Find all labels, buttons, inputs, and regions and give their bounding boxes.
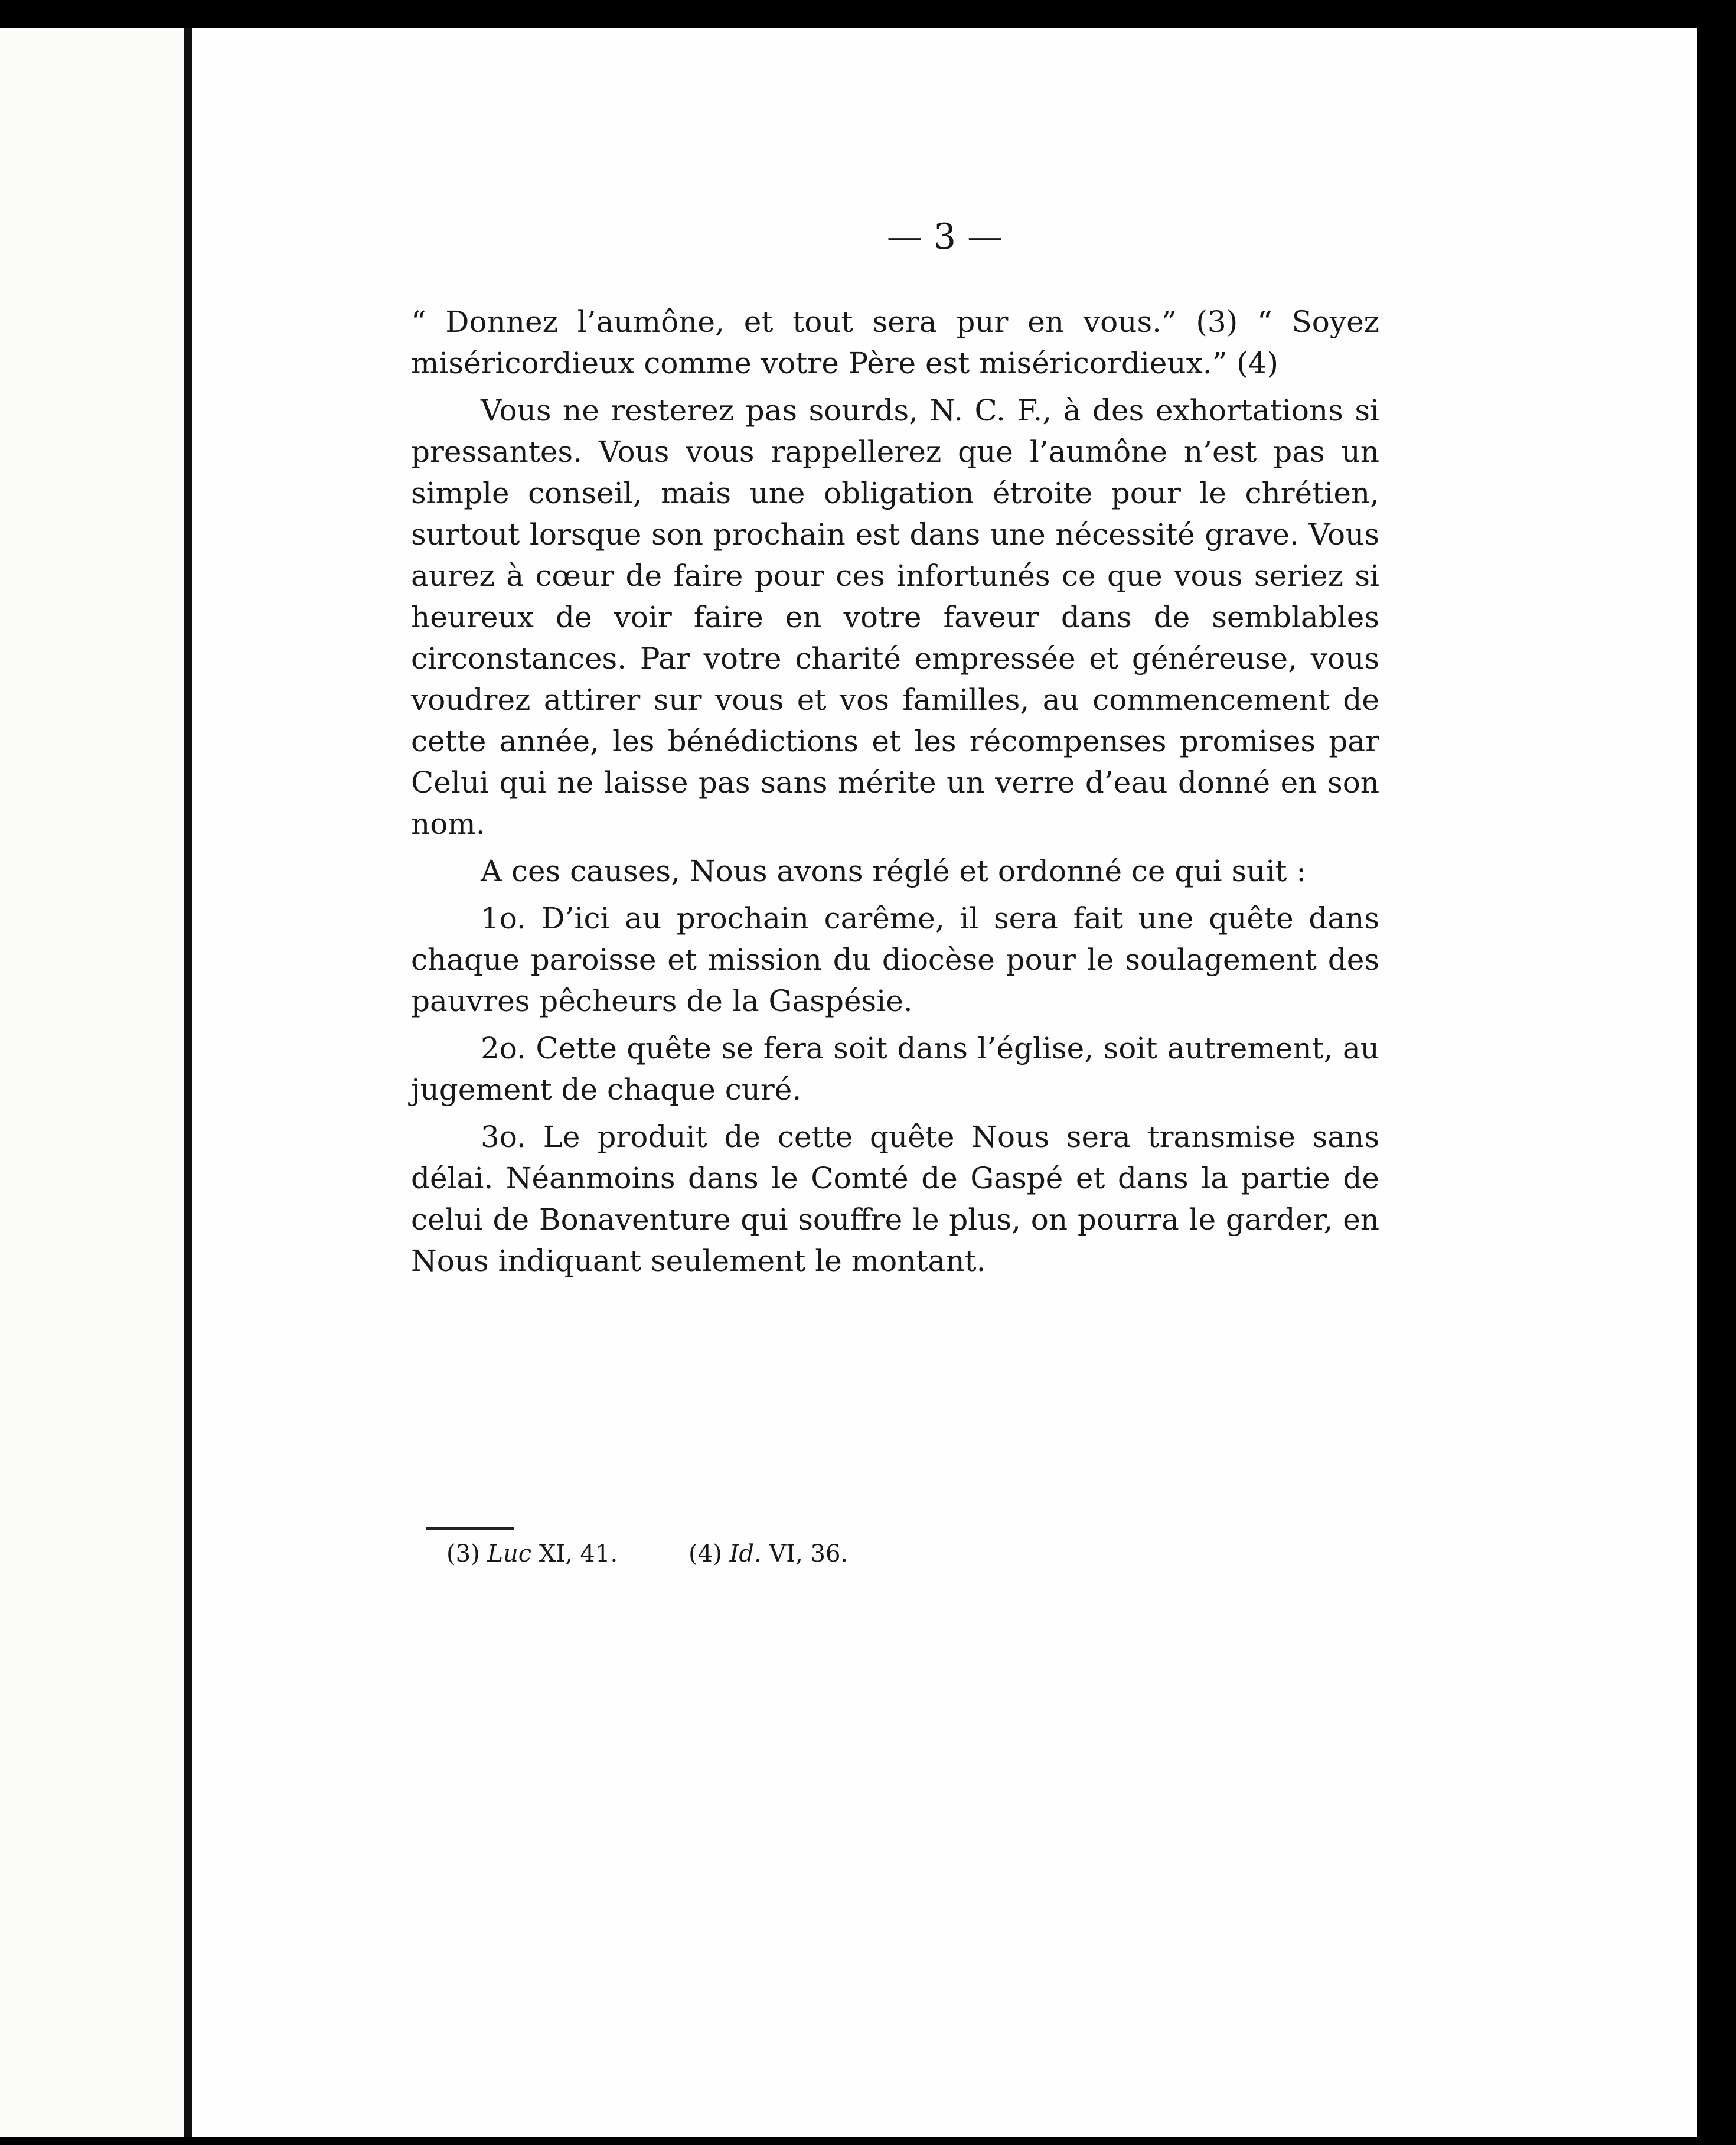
footnote-rule [426, 1527, 514, 1530]
paragraph-quotes: “ Donnez l’aumône, et tout sera pur en vous.” (3) “ Soyez miséricordieux comme votre Père est miséricordieux.” (4) [411, 305, 1379, 380]
facing-page-edge [0, 28, 184, 2137]
footnote-location: VI, 36. [769, 1540, 849, 1567]
paragraph-article-1: 1o. D’ici au prochain carême, il sera fait une quête dans chaque paroisse et mission du diocèse pour le soulagement des pauvres pêcheurs de la Gaspésie. [411, 901, 1379, 1018]
footnote-number: (3) [446, 1540, 480, 1567]
scan-border [1697, 0, 1736, 2145]
paragraph-causes: A ces causes, Nous avons réglé et ordonné ce qui suit : [481, 854, 1307, 888]
footnote-location: XI, 41. [539, 1540, 618, 1567]
footnote-reference: Id. [729, 1540, 762, 1567]
page-gutter [184, 28, 192, 2137]
footnote-3 [446, 1540, 618, 1567]
page-number: — 3 — [886, 216, 1003, 257]
footnotes [446, 1540, 919, 1567]
body-text [411, 301, 1379, 1287]
paragraph-article-3: 3o. Le produit de cette quête Nous sera transmise sans délai. Néanmoins dans le Comté de Gaspé et dans la partie de celui de Bonaventure qui souffre le plus, on pourra le garder, en Nous indiquant seulement le montant. [411, 1120, 1379, 1278]
paragraph-article-2: 2o. Cette quête se fera soit dans l’église, soit autrement, au jugement de chaque curé. [411, 1031, 1379, 1107]
paragraph-exhortation: Vous ne resterez pas sourds, N. C. F., à des exhortations si pressantes. Vous vous rappellerez que l’aumône n’est pas un simple conseil, mais une obligation étroite pour le chrétien, surtout lorsque son prochain est dans une nécessité grave. Vous aurez à cœur de faire pour ces infortunés ce que vous seriez si heureux de voir faire en votre faveur dans de semblables circonstances. Par votre charité empressée et généreuse, vous voudrez attirer sur vous et vos familles, au commencement de cette année, les bénédictions et les récompenses promises par Celui qui ne laisse pas sans mérite un verre d’eau donné en son nom. [411, 393, 1379, 841]
footnote-4 [688, 1540, 848, 1567]
footnote-number: (4) [688, 1540, 722, 1567]
document-page [192, 28, 1697, 2137]
footnote-reference: Luc [487, 1540, 532, 1567]
